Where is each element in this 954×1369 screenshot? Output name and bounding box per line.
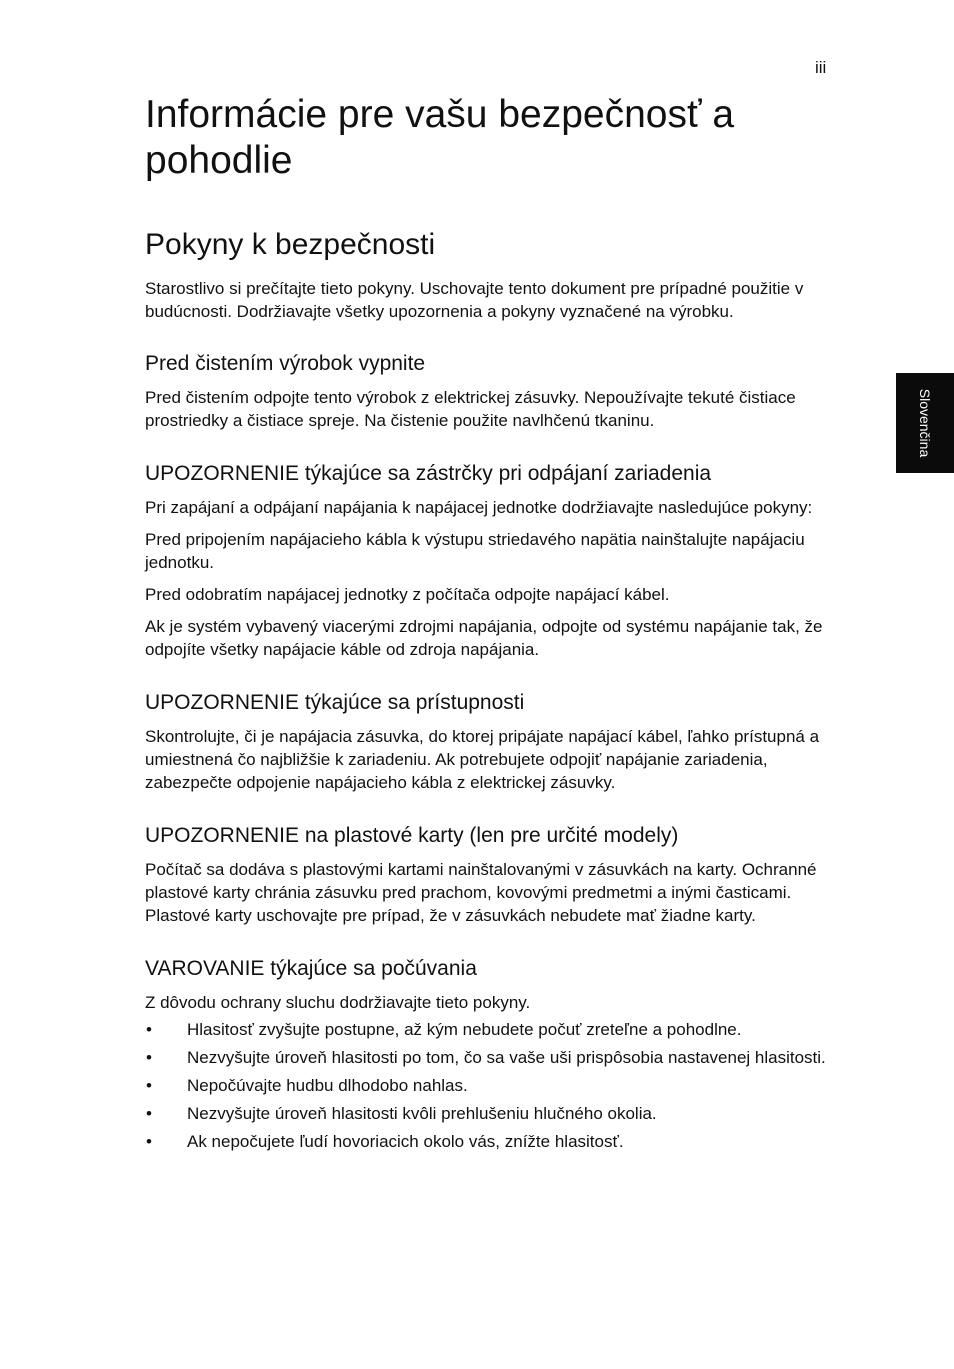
page-number: iii [815,58,827,77]
list-item [145,1046,835,1069]
heading-plastic-cards: UPOZORNENIE na plastové karty (len pre určité modely) [145,824,679,847]
list-item-text: Ak nepočujete ľudí hovoriacich okolo vás, znížte hlasitosť. [187,1132,624,1151]
bullet-icon: • [146,1104,152,1123]
page-title: Informácie pre vašu bezpečnosť a pohodlie [145,93,735,182]
heading-plug-warning: UPOZORNENIE týkajúce sa zástrčky pri odpájaní zariadenia [145,462,712,485]
plug-paragraph-1: Pri zapájaní a odpájaní napájania k napájacej jednotke dodržiavajte nasledujúce pokyny: [145,498,813,517]
accessibility-paragraph: Skontrolujte, či je napájacia zásuvka, do ktorej pripájate napájací kábel, ľahko prístupná a umiestnená čo najbližšie k zariadeniu. Ak potrebujete odpojiť napájanie zariadenia, zabezpečte odpojenie napájacieho kábla z elektrickej zásuvky. [145,727,820,792]
list-item-text: Nezvyšujte úroveň hlasitosti po tom, čo sa vaše uši prispôsobia nastavenej hlasitosti. [187,1048,826,1067]
list-item-text: Nepočúvajte hudbu dlhodobo nahlas. [187,1076,468,1095]
list-item [145,1130,835,1153]
bullet-icon: • [146,1048,152,1067]
bullet-icon: • [146,1020,152,1039]
list-item [145,1102,835,1125]
page-content [145,92,835,1153]
plug-paragraph-4: Ak je systém vybavený viacerými zdrojmi napájania, odpojte od systému napájanie tak, že odpojíte všetky napájacie káble od zdroja napájania. [145,617,823,659]
plug-paragraph-3: Pred odobratím napájacej jednotky z počítača odpojte napájací kábel. [145,585,670,604]
section-title: Pokyny k bezpečnosti [145,228,436,261]
bullet-icon: • [146,1076,152,1095]
cleaning-paragraph: Pred čistením odpojte tento výrobok z elektrickej zásuvky. Nepoužívajte tekuté čistiace prostriedky a čistiace spreje. Na čistenie použite navlhčenú tkaninu. [145,388,796,430]
list-item-text: Hlasitosť zvyšujte postupne, až kým nebudete počuť zreteľne a pohodlne. [187,1020,742,1039]
language-tab-label: Slovenčina [917,388,933,458]
heading-cleaning: Pred čistením výrobok vypnite [145,352,426,375]
intro-paragraph: Starostlivo si prečítajte tieto pokyny. Uschovajte tento dokument pre prípadné použitie v budúcnosti. Dodržiavajte všetky upozornenia a pokyny vyznačené na výrobku. [145,279,804,321]
list-item [145,1074,835,1097]
listening-bullet-list [145,1018,835,1153]
list-item-text: Nezvyšujte úroveň hlasitosti kvôli prehlušeniu hlučného okolia. [187,1104,657,1123]
listening-paragraph: Z dôvodu ochrany sluchu dodržiavajte tieto pokyny. [145,993,531,1012]
heading-listening: VAROVANIE týkajúce sa počúvania [145,957,477,980]
bullet-icon: • [146,1132,152,1151]
heading-accessibility: UPOZORNENIE týkajúce sa prístupnosti [145,691,525,714]
list-item [145,1018,835,1041]
plastic-cards-paragraph: Počítač sa dodáva s plastovými kartami nainštalovanými v zásuvkách na karty. Ochranné plastové karty chránia zásuvku pred prachom, kovovými predmetmi a inými časticami. Plastové karty uschovajte pre prípad, že v zásuvkách nebudete mať žiadne karty. [145,860,817,925]
language-tab [896,373,954,473]
plug-paragraph-2: Pred pripojením napájacieho kábla k výstupu striedavého napätia nainštalujte napájaciu jednotku. [145,530,805,572]
